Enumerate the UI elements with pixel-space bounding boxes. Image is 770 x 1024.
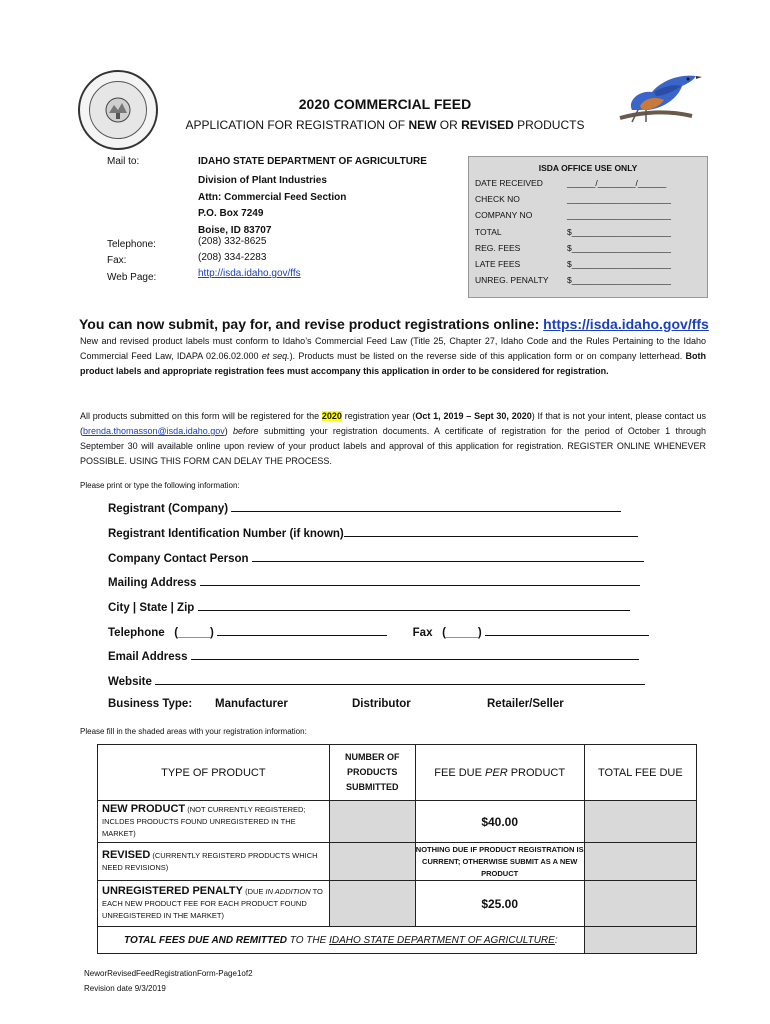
mailing-address-field[interactable]: [108, 574, 640, 589]
mailing-address: [198, 154, 427, 240]
office-row-label: COMPANY NO: [475, 210, 533, 221]
area-code[interactable]: (_____): [174, 627, 214, 639]
revised-product-fee-note: NOTHING DUE IF PRODUCT REGISTRATION IS CURRENT; OTHERWISE SUBMIT AS A NEW PRODUCT: [415, 843, 584, 881]
field-line[interactable]: [191, 648, 639, 660]
para2-text-d: ): [224, 426, 234, 436]
address-line: Boise, ID 83707: [198, 225, 272, 237]
table-row: [98, 801, 697, 843]
registrant-id-field[interactable]: [108, 525, 638, 540]
revised-product-cell: [98, 843, 330, 881]
contact-values: [198, 234, 301, 282]
office-use-title: ISDA OFFICE USE ONLY: [538, 163, 638, 173]
office-row-value: $_____________________: [567, 258, 672, 269]
web-page-link[interactable]: http://isda.idaho.gov/ffs: [198, 268, 301, 279]
table-header-row: [98, 745, 697, 801]
product-type-note: (CURRENTLY REGISTERD PRODUCTS WHICH NEED REVISIONS): [102, 851, 318, 872]
office-row: [469, 256, 707, 272]
table-row: [98, 843, 697, 881]
total-label-text: TOTAL FEES DUE AND REMITTED: [124, 934, 290, 946]
subtitle-or: OR: [436, 118, 462, 132]
office-row-label: UNREG. PENALTY: [475, 275, 549, 286]
online-text: You can now submit, pay for, and revise product registrations online:: [79, 316, 544, 332]
office-row-value: ______________________: [567, 210, 672, 221]
telephone-fax-field[interactable]: [108, 624, 649, 639]
para1-text-b: ). Products must be listed on the reverse side of this application form or on company letterhead.: [289, 351, 686, 361]
mail-to-label: Mail to:: [107, 156, 140, 167]
para2-text-b: registration year (: [341, 411, 416, 421]
field-label: Website: [108, 676, 152, 688]
type-of-product-header: TYPE OF PRODUCT: [98, 745, 330, 801]
subtitle-revised: REVISED: [461, 118, 514, 132]
office-row-label: LATE FEES: [475, 258, 521, 269]
contact-email-link[interactable]: brenda.thomasson@isda.idaho.gov: [83, 426, 225, 436]
contact-person-field[interactable]: [108, 550, 644, 565]
office-row-label: DATE RECEIVED: [475, 178, 543, 188]
product-type-name: NEW PRODUCT: [102, 803, 186, 815]
total-fee-header: TOTAL FEE DUE: [584, 745, 696, 801]
field-label: Registrant (Company): [108, 503, 229, 515]
bluebird-illustration-icon: [612, 62, 702, 126]
field-line[interactable]: [485, 624, 649, 636]
contact-labels: [107, 154, 156, 286]
fee-table: [97, 744, 697, 954]
website-field[interactable]: [108, 673, 645, 688]
office-row: [469, 224, 707, 240]
page-footer: [84, 966, 253, 996]
new-product-fee: $40.00: [415, 801, 584, 843]
field-label: City | State | Zip: [108, 602, 195, 614]
field-line[interactable]: [200, 574, 640, 586]
address-line: Attn: Commercial Feed Section: [198, 191, 347, 203]
office-row: [469, 175, 707, 191]
telephone-label: Telephone:: [107, 238, 156, 250]
print-instruction: Please print or type the following information:: [80, 481, 240, 490]
product-type-note: (DUE: [242, 887, 266, 896]
total-row: [98, 927, 697, 954]
unregistered-total-input[interactable]: [584, 881, 696, 927]
city-state-zip-field[interactable]: [108, 599, 630, 614]
number-submitted-header: NUMBER OF PRODUCTS SUBMITTED: [329, 745, 415, 801]
office-row: [469, 191, 707, 207]
field-line[interactable]: [231, 500, 621, 512]
form-subtitle: [0, 118, 770, 132]
new-product-total-input[interactable]: [584, 801, 696, 843]
office-row-value: ______________________: [567, 194, 672, 205]
grand-total-input[interactable]: [584, 927, 696, 954]
field-label: Company Contact Person: [108, 553, 249, 565]
manufacturer-option[interactable]: Manufacturer: [215, 698, 288, 710]
field-label: Telephone: [108, 627, 165, 639]
field-label: Fax: [412, 627, 433, 639]
office-row: [469, 207, 707, 223]
field-label: Registrant Identification Number (if known): [108, 528, 344, 540]
new-product-cell: [98, 801, 330, 843]
unregistered-penalty-fee: $25.00: [415, 881, 584, 927]
shaded-area-instruction: Please fill in the shaded areas with your registration information:: [80, 727, 307, 736]
para2-text-c: ) If that is not your intent, please contact us (: [80, 411, 707, 436]
field-line[interactable]: [252, 550, 644, 562]
email-address-field[interactable]: [108, 648, 639, 663]
unregistered-penalty-cell: [98, 881, 330, 927]
form-title: 2020 COMMERCIAL FEED: [298, 96, 472, 112]
office-row-value: ______/________/______: [567, 178, 667, 188]
office-row-label: REG. FEES: [475, 242, 521, 253]
office-row: [469, 272, 707, 288]
total-label-to: TO THE: [289, 934, 330, 946]
para1-etseq: et seq.: [261, 351, 290, 361]
distributor-option[interactable]: Distributor: [352, 698, 411, 710]
fee-header-text: FEE DUE: [434, 766, 486, 779]
registration-year-paragraph: [80, 409, 706, 469]
revision-date: Revision date 9/3/2019: [84, 984, 166, 993]
table-row: [98, 881, 697, 927]
para1-text: New and revised product labels must conform to Idaho’s Commercial Feed Law (Title 25, Chapter 27, Idaho Code and the Rules Pertaining to the Idaho Commercial Feed Law, IDAPA 02.06.02.000: [80, 336, 706, 361]
fee-header-text-b: PRODUCT: [507, 766, 566, 779]
telephone-value: (208) 332-8625: [198, 236, 267, 247]
new-product-count-input[interactable]: [329, 801, 415, 843]
office-use-box: [468, 156, 708, 298]
revised-product-count-input[interactable]: [329, 843, 415, 881]
total-label-colon: :: [554, 934, 558, 946]
para1-bold: Both product labels and appropriate registration fees must accompany this application in order to be considered for registration.: [80, 351, 706, 376]
fax-value: (208) 334-2283: [198, 252, 267, 263]
office-row-label: TOTAL: [475, 226, 502, 237]
business-type-label: Business Type:: [108, 698, 193, 710]
office-row-label: CHECK NO: [475, 194, 520, 205]
area-code[interactable]: (_____): [442, 627, 482, 639]
para2-text: All products submitted on this form will be registered for the: [80, 411, 322, 421]
fax-label: Fax:: [107, 255, 127, 266]
para2-text-e: submitting your registration documents. A certificate of registration for the period of October 1 through September 30 will available online upon review of your product labels and approval of this application for registration. REGISTER ONLINE WHENEVER POSSIBLE. USING THIS FORM CAN DELAY THE PROCESS.: [80, 426, 706, 466]
form-page-number: NeworRevisedFeedRegistrationForm-Page1of2: [84, 969, 253, 978]
registration-year-highlight: 2020: [321, 411, 342, 421]
online-link[interactable]: https://isda.idaho.gov/ffs: [543, 316, 709, 332]
address-line: Division of Plant Industries: [198, 174, 327, 186]
product-type-note-b: TO EACH NEW PRODUCT FEE FOR EACH PRODUCT FOUND UNREGISTERED IN THE MARKET): [102, 887, 323, 920]
product-type-note-italic: IN ADDITION: [265, 887, 311, 896]
retailer-seller-option[interactable]: Retailer/Seller: [487, 698, 564, 710]
online-submission-headline: [79, 316, 709, 332]
total-label-dept: IDAHO STATE DEPARTMENT OF AGRICULTURE: [329, 934, 555, 946]
revised-product-total-input[interactable]: [584, 843, 696, 881]
web-page-label: Web Page:: [107, 271, 157, 283]
office-row-value: $_____________________: [567, 226, 672, 237]
subtitle-products: PRODUCTS: [513, 118, 585, 132]
address-line: IDAHO STATE DEPARTMENT OF AGRICULTURE: [198, 156, 427, 167]
subtitle-text: APPLICATION FOR REGISTRATION OF: [185, 118, 409, 132]
fee-header-per: PER: [485, 766, 508, 779]
registration-period: Oct 1, 2019 – Sept 30, 2020: [415, 411, 532, 421]
product-type-note: (NOT CURRENTLY REGISTERED; INCLDES PRODUCTS FOUND UNREGISTERED IN THE MARKET): [102, 805, 306, 838]
address-line: P.O. Box 7249: [198, 208, 264, 220]
product-type-name: UNREGISTERED PENALTY: [102, 885, 243, 897]
office-row: [469, 240, 707, 256]
field-label: Mailing Address: [108, 577, 197, 589]
field-line[interactable]: [155, 673, 645, 685]
field-label: Email Address: [108, 651, 188, 663]
label-requirements-paragraph: [80, 334, 706, 379]
total-fees-label: [98, 927, 585, 954]
para2-before: before: [233, 426, 259, 436]
field-line[interactable]: [344, 525, 638, 537]
office-row-value: $_____________________: [567, 242, 672, 253]
fee-per-product-header: [415, 745, 584, 801]
product-type-name: REVISED: [102, 849, 151, 861]
subtitle-new: NEW: [408, 118, 437, 132]
office-row-value: $_____________________: [567, 275, 672, 286]
registrant-company-field[interactable]: [108, 500, 621, 515]
field-line[interactable]: [198, 599, 630, 611]
unregistered-count-input[interactable]: [329, 881, 415, 927]
field-line[interactable]: [217, 624, 387, 636]
